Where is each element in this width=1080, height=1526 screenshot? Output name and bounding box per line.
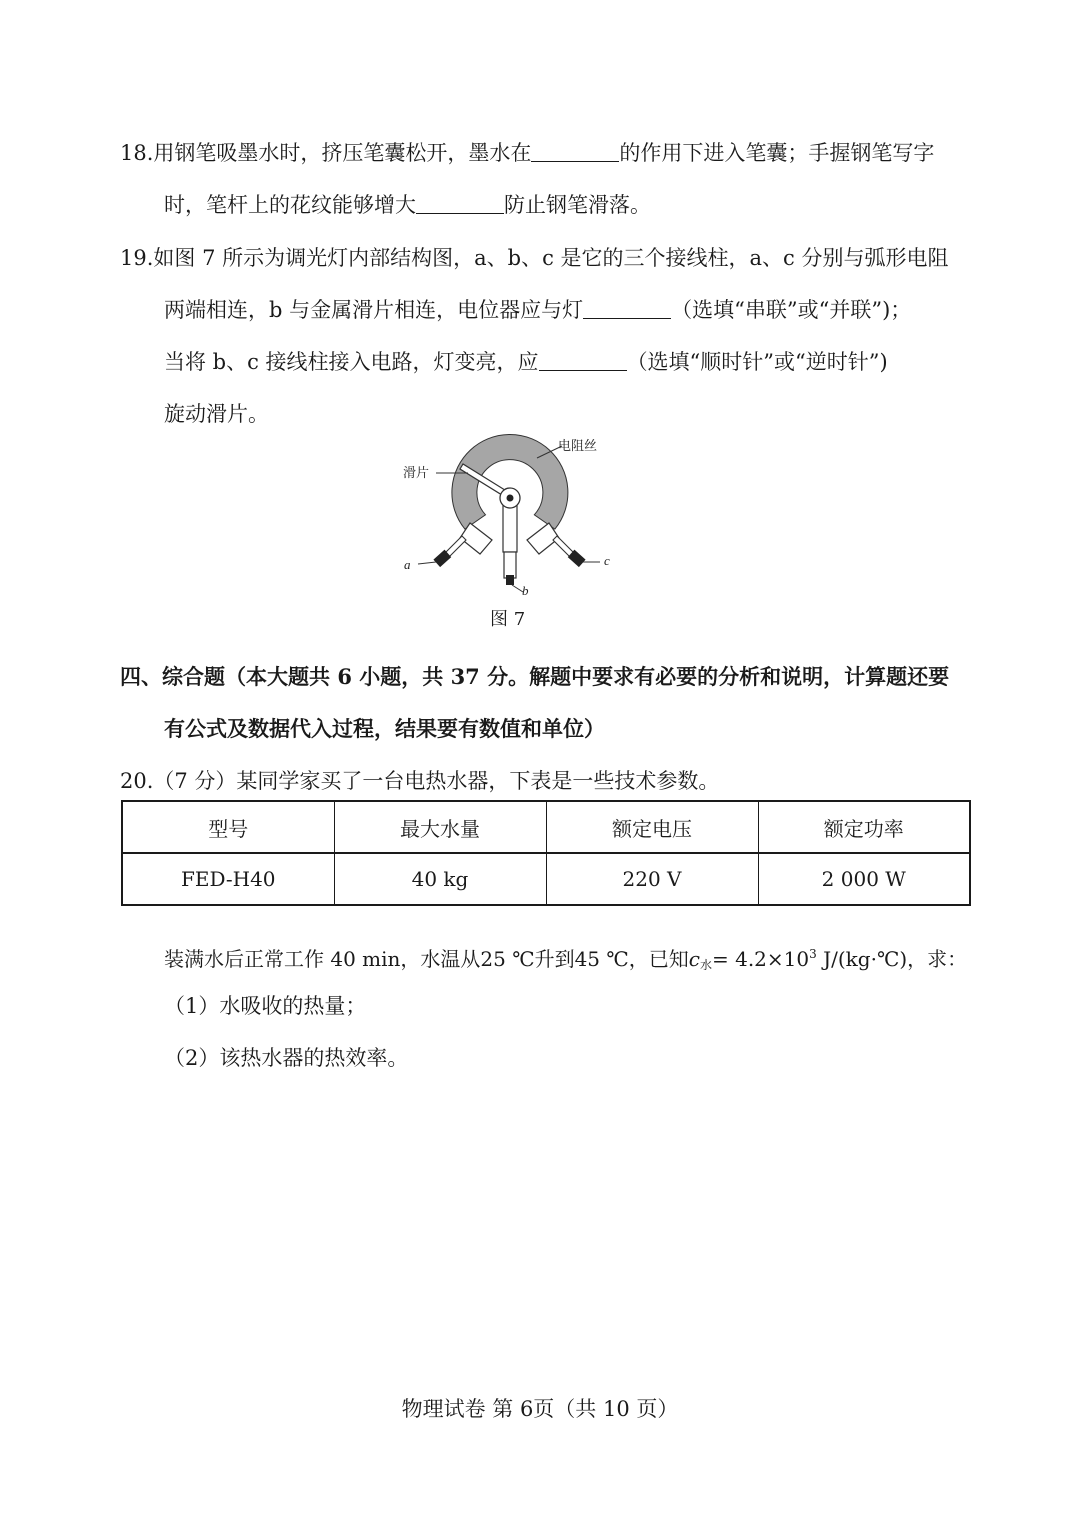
- label-b: b: [522, 583, 529, 598]
- specific-heat-unit: J/(kg·℃)，求：: [816, 947, 968, 971]
- q19-line-2: [164, 295, 911, 325]
- cell-max-water: 40 kg: [334, 853, 546, 905]
- cell-rated-power: 2 000 W: [758, 853, 970, 905]
- section4-text-a: 四、综合题（本大题共: [120, 664, 338, 689]
- q20-cond-text: 装满水后正常工作 40 min，水温从25 ℃升到45 ℃，已知: [164, 947, 689, 971]
- potentiometer-diagram: [392, 432, 622, 602]
- q19-blank-2[interactable]: [539, 348, 627, 371]
- q19-text-2a: 两端相连，b 与金属滑片相连，电位器应与灯: [164, 298, 584, 322]
- label-resistance-wire: 电阻丝: [558, 438, 598, 453]
- figure-caption: 图 7: [490, 609, 526, 630]
- q20-part-2: （2）该热水器的热效率。: [164, 1046, 409, 1070]
- header-max-water: 最大水量: [334, 801, 546, 853]
- header-model: 型号: [122, 801, 334, 853]
- q19-line-1: 19.如图 7 所示为调光灯内部结构图，a、b、c 是它的三个接线柱，a、c 分别与弧形电阻: [120, 246, 949, 270]
- section4-text-b: 小题，共: [351, 664, 451, 689]
- section4-question-count: 6: [337, 664, 352, 689]
- q18-text-2b: 防止钢笔滑落。: [504, 193, 651, 217]
- q18-text-2a: 时，笔杆上的花纹能够增大: [164, 193, 416, 217]
- section4-heading-line-1: [120, 662, 949, 692]
- q19-text-2b: （选填“串联”或“并联”)；: [671, 298, 912, 322]
- spec-table: [121, 800, 971, 906]
- label-slider: 滑片: [403, 465, 430, 480]
- q20-intro: 20.（7 分）某同学家买了一台电热水器，下表是一些技术参数。: [120, 769, 720, 793]
- q18-blank-1[interactable]: [531, 139, 619, 162]
- q20-conditions: [164, 939, 967, 980]
- label-a: a: [404, 557, 411, 572]
- q18-text-1a: 18.用钢笔吸墨水时，挤压笔囊松开，墨水在: [120, 141, 532, 165]
- wire-a: [418, 562, 436, 564]
- cell-rated-voltage: 220 V: [546, 853, 758, 905]
- q19-text-3a: 当将 b、c 接线柱接入电路，灯变亮，应: [164, 350, 539, 374]
- specific-heat-subscript: 水: [699, 958, 712, 972]
- section4-heading-line-2: 有公式及数据代入过程，结果要有数值和单位）: [164, 716, 605, 741]
- specific-heat-value: = 4.2×10: [711, 947, 810, 971]
- q18-text-1b: 的作用下进入笔囊；手握钢笔写字: [619, 141, 935, 165]
- specific-heat-exponent: 3: [809, 947, 817, 961]
- q19-text-3b: （选填“顺时针”或“逆时针”): [626, 350, 888, 374]
- q19-blank-1[interactable]: [583, 296, 671, 319]
- cell-model: FED-H40: [122, 853, 334, 905]
- spec-table-header-row: [122, 801, 970, 853]
- terminal-b-lead: [504, 552, 516, 578]
- section4-text-c: 分。解题中要求有必要的分析和说明，计算题还要: [479, 664, 950, 689]
- specific-heat-symbol: c: [688, 947, 700, 971]
- header-rated-voltage: 额定电压: [546, 801, 758, 853]
- q19-line-4: 旋动滑片。: [164, 402, 269, 426]
- page-footer: 物理试卷 第 6页（共 10 页）: [401, 1397, 679, 1421]
- q20-part-1: （1）水吸收的热量；: [164, 994, 367, 1018]
- q18-line-1: [120, 138, 934, 168]
- header-rated-power: 额定功率: [758, 801, 970, 853]
- terminal-b: [506, 575, 514, 585]
- q18-line-2: [164, 190, 651, 220]
- q19-line-3: [164, 347, 888, 377]
- terminal-b-shaft: [503, 504, 517, 552]
- section4-total-score: 37: [450, 664, 480, 689]
- label-c: c: [604, 553, 610, 568]
- spec-table-data-row: [122, 853, 970, 905]
- q18-blank-2[interactable]: [416, 191, 504, 214]
